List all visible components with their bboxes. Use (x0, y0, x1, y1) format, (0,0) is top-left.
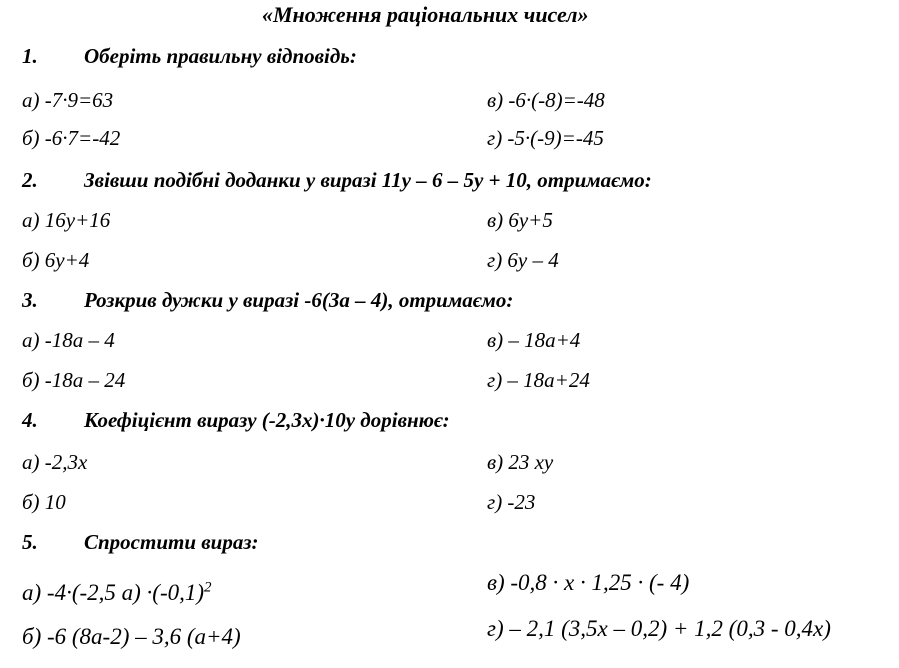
question-5-text: Спростити вираз: (84, 530, 259, 554)
question-4-option-v: в) 23 ху (487, 450, 554, 474)
question-2-option-g: г) 6у – 4 (487, 248, 559, 272)
question-5-option-v: в) -0,8 · х · 1,25 · (- 4) (487, 570, 690, 595)
question-1-option-b: б) -6·7=-42 (22, 126, 121, 150)
question-2-text: Звівши подібні доданки у виразі 11у – 6 – 5у + 10, отримаємо: (84, 168, 652, 192)
question-3-text: Розкрив дужки у виразі -6(3а – 4), отримаємо: (84, 288, 514, 312)
question-2-option-v: в) 6у+5 (487, 208, 553, 232)
question-5-option-g: г) – 2,1 (3,5х – 0,2) + 1,2 (0,3 - 0,4х) (487, 616, 831, 641)
question-5-number: 5. (22, 530, 38, 554)
question-4-option-b: б) 10 (22, 490, 66, 514)
question-4-option-g: г) -23 (487, 490, 536, 514)
question-3-number: 3. (22, 288, 38, 312)
question-1-option-g: г) -5·(-9)=-45 (487, 126, 604, 150)
question-1-option-v: в) -6·(-8)=-48 (487, 88, 605, 112)
question-3-option-v: в) – 18а+4 (487, 328, 581, 352)
question-4-text: Коефіцієнт виразу (-2,3х)·10у дорівнює: (84, 408, 450, 432)
question-1-option-a: а) -7·9=63 (22, 88, 114, 112)
question-4-option-a: а) -2,3х (22, 450, 88, 474)
question-5-option-a-exponent: 2 (204, 579, 212, 596)
question-5-option-b: б) -6 (8а-2) – 3,6 (а+4) (22, 624, 241, 649)
question-3-option-a: а) -18а – 4 (22, 328, 115, 352)
question-3-option-b: б) -18а – 24 (22, 368, 126, 392)
question-1-text: Оберіть правильну відповідь: (84, 44, 357, 68)
question-3-option-g: г) – 18а+24 (487, 368, 590, 392)
question-2-option-a: а) 16у+16 (22, 208, 111, 232)
question-2-number: 2. (22, 168, 38, 192)
question-5-option-a-expression: а) -4·(-2,5 а) ·(-0,1) (22, 580, 205, 605)
question-5-option-a (22, 580, 212, 606)
question-1-number: 1. (22, 44, 38, 68)
question-4-number: 4. (22, 408, 38, 432)
question-2-option-b: б) 6у+4 (22, 248, 90, 272)
page-title: «Множення раціональних чисел» (262, 2, 589, 27)
